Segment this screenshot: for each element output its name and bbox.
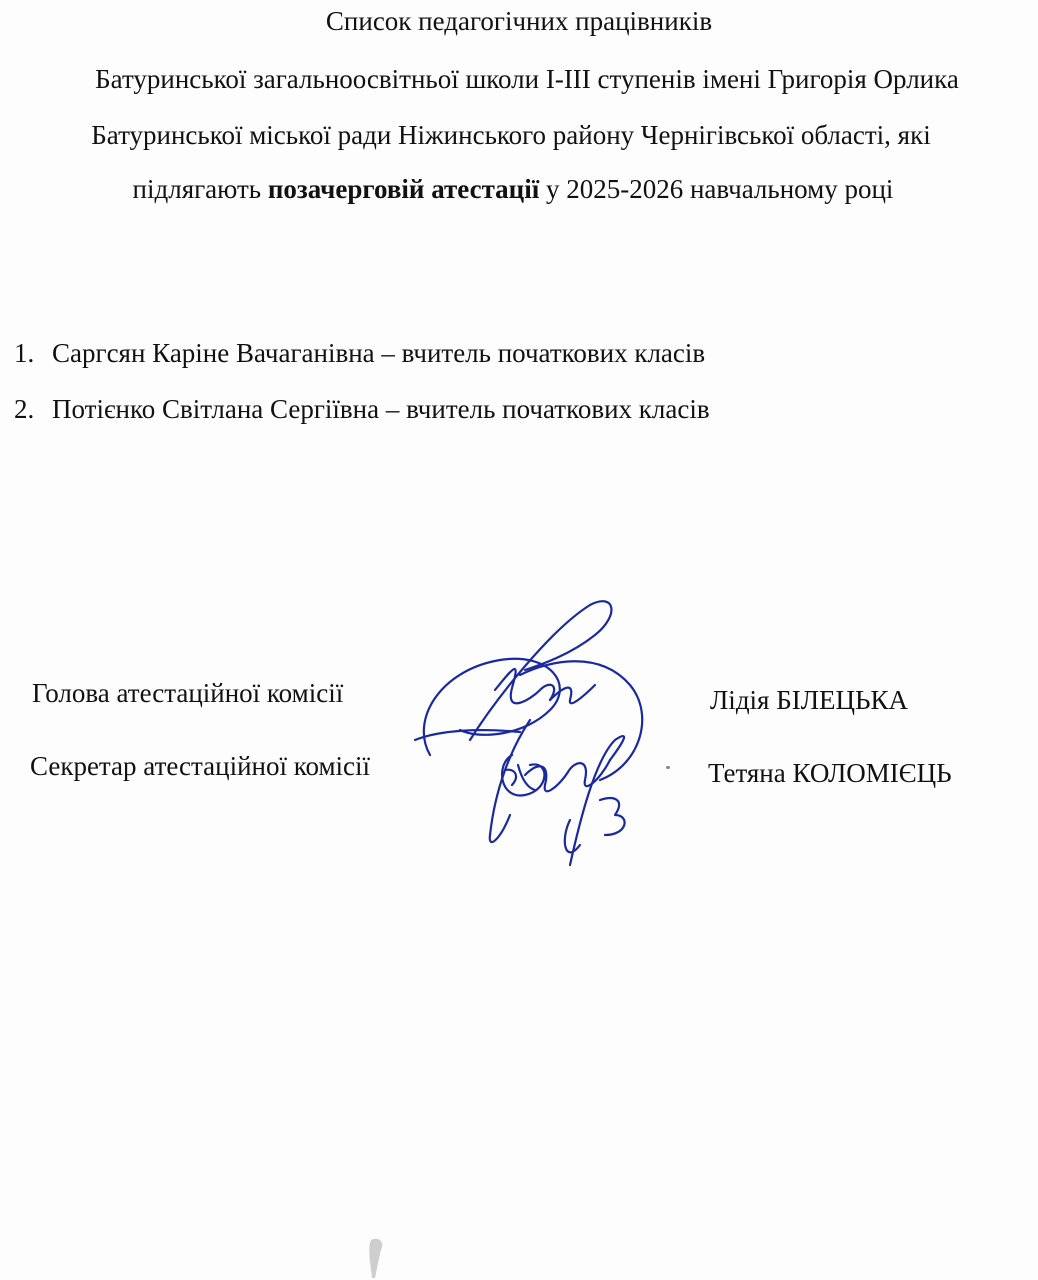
staff-entry: Потієнко Світлана Сергіївна – вчитель початкових класів: [52, 394, 710, 424]
council-line: Батуринської міської ради Ніжинського району Чернігівської області, які: [91, 120, 931, 150]
attestation-line: [0, 172, 1032, 206]
list-number: 2.: [14, 394, 35, 424]
signature-stroke: [495, 669, 554, 703]
attestation-line-end: у 2025-2026 навчальному році: [539, 174, 894, 204]
document-title: Список педагогічних працівників: [325, 6, 713, 36]
signature-stroke: [600, 798, 625, 835]
attestation-type: позачерговій атестації: [267, 174, 540, 204]
scan-speck: [365, 1236, 387, 1280]
signature-stroke: [415, 730, 520, 740]
school-name-line: Батуринської загальноосвітньої школи І-ІІІ ступенів імені Григорія Орлика: [95, 64, 959, 94]
secretary-name: Тетяна КОЛОМІЄЦЬ: [708, 758, 952, 788]
chair-label: Голова атестаційної комісії: [32, 678, 344, 708]
secretary-label: Секретар атестаційної комісії: [30, 751, 371, 781]
signature-stroke: [568, 760, 610, 786]
attestation-line-start: підлягають: [132, 174, 268, 204]
chair-name: Лідія БІЛЕЦЬКА: [710, 685, 909, 715]
handwritten-signature: [400, 590, 680, 880]
list-item: [14, 392, 710, 448]
staff-list: [14, 336, 710, 448]
list-number: 1.: [14, 338, 35, 368]
signature-stroke: [505, 770, 516, 785]
staff-entry: Саргсян Каріне Вачаганівна – вчитель початкових класів: [52, 338, 706, 368]
list-item: [14, 336, 710, 392]
